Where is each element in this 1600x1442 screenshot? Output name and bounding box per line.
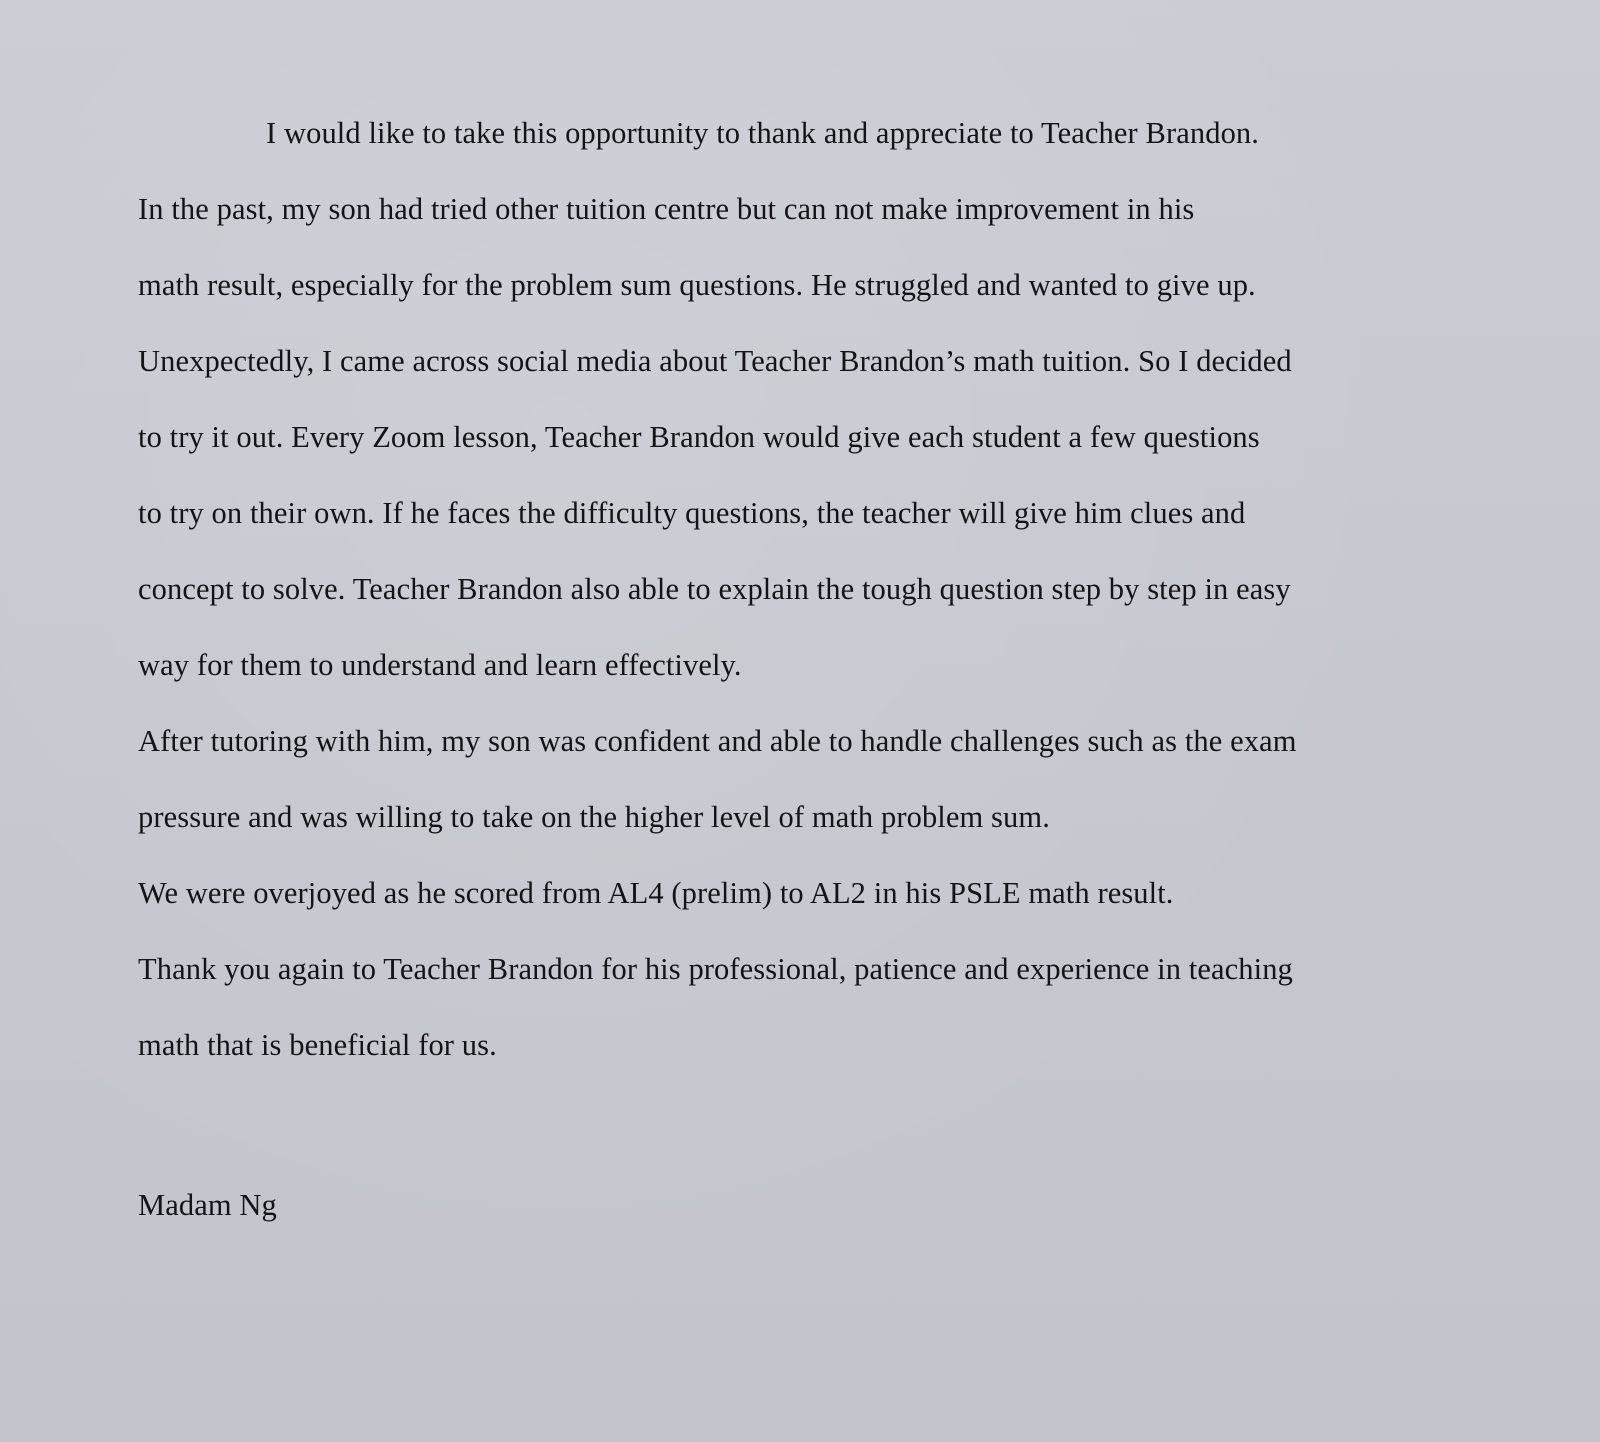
signature: Madam Ng bbox=[138, 1188, 277, 1222]
letter-line-10: pressure and was willing to take on the higher level of math problem sum. bbox=[138, 800, 1050, 834]
letter-line-11: We were overjoyed as he scored from AL4 (prelim) to AL2 in his PSLE math result. bbox=[138, 876, 1174, 910]
letter-line-12: Thank you again to Teacher Brandon for his professional, patience and experience in teaching bbox=[138, 952, 1293, 986]
letter-line-6: to try on their own. If he faces the difficulty questions, the teacher will give him clues and bbox=[138, 496, 1246, 530]
letter-line-1: I would like to take this opportunity to thank and appreciate to Teacher Brandon. bbox=[266, 116, 1259, 150]
letter-line-5: to try it out. Every Zoom lesson, Teacher Brandon would give each student a few questions bbox=[138, 420, 1260, 454]
letter-line-2: In the past, my son had tried other tuition centre but can not make improvement in his bbox=[138, 192, 1195, 226]
letter-line-7: concept to solve. Teacher Brandon also able to explain the tough question step by step in easy bbox=[138, 572, 1291, 606]
letter-line-8: way for them to understand and learn effectively. bbox=[138, 648, 742, 682]
letter-line-4: Unexpectedly, I came across social media about Teacher Brandon’s math tuition. So I decided bbox=[138, 344, 1292, 378]
letter-line-3: math result, especially for the problem sum questions. He struggled and wanted to give up. bbox=[138, 268, 1256, 302]
letter-line-13: math that is beneficial for us. bbox=[138, 1028, 497, 1062]
letter-line-9: After tutoring with him, my son was confident and able to handle challenges such as the exam bbox=[138, 724, 1297, 758]
